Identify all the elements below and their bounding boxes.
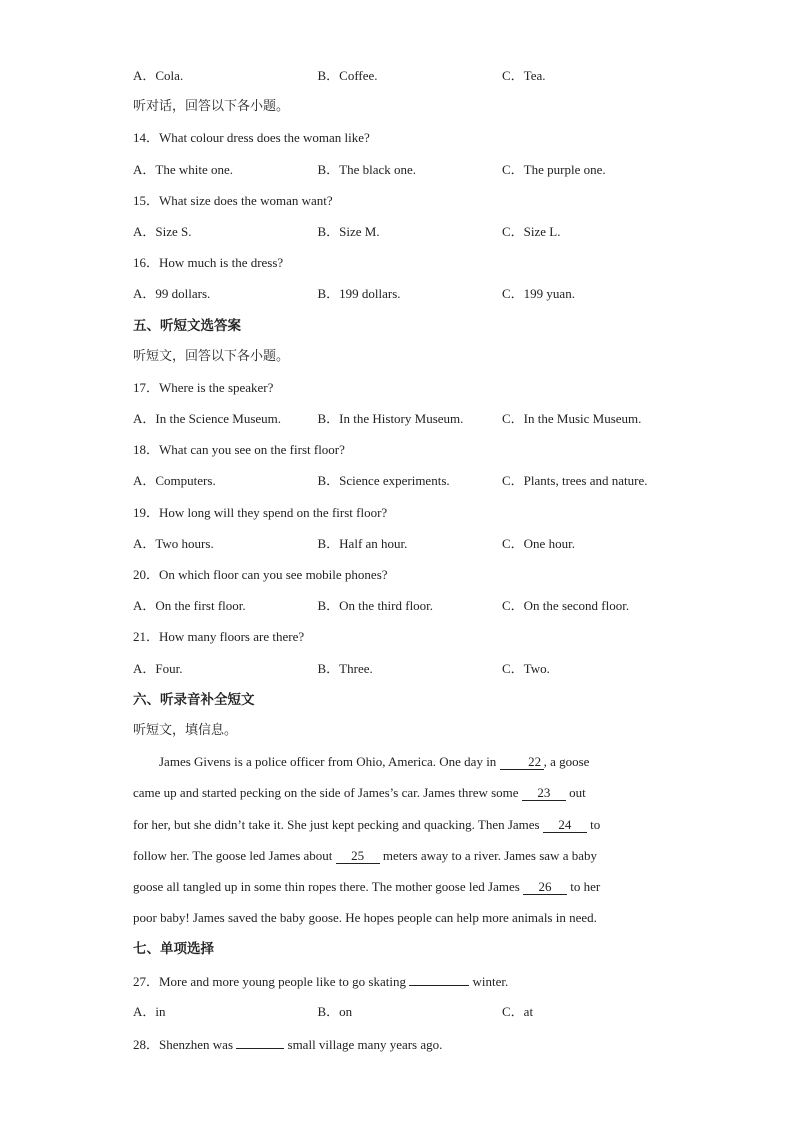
q20-option-b[interactable]: B．On the third floor. [317,598,434,614]
q28-stem-text: small village many years ago. [284,1036,443,1052]
q16-option-c[interactable]: C．199 yuan. [502,286,575,302]
q13-options [133,66,663,97]
q19-option-a[interactable]: A．Two hours. [133,535,214,551]
q18-option-c[interactable]: C．Plants, trees and nature. [502,473,648,489]
passage-text: came up and started pecking on the side of James’s car. James threw some [133,785,522,801]
passage-line-6: poor baby! James saved the baby goose. He hopes people can help more animals in need. [133,910,597,926]
q19-stem: 19．How long will they spend on the first floor? [133,504,388,520]
q17-option-b[interactable]: B．In the History Museum. [317,411,464,427]
section-6-heading: 六、听录音补全短文 [133,691,255,708]
q27-options [133,1002,663,1033]
q28-stem [133,1033,663,1064]
blank-22[interactable]: 22 [500,754,544,770]
q13-option-b[interactable]: B．Coffee. [317,68,378,83]
q27-stem-text: 27．More and more young people like to go skating [133,974,410,990]
q21-options [133,659,663,690]
q28-blank[interactable] [236,1033,284,1049]
q16-stem: 16．How much is the dress? [133,255,284,271]
q17-option-c[interactable]: C．In the Music Museum. [502,411,642,427]
blank-24[interactable]: 24 [543,817,587,833]
passage-text: to her [567,878,601,894]
q27-option-a[interactable]: A．in [133,1003,166,1019]
q18-option-a[interactable]: A．Computers. [133,473,216,489]
q14-options [133,160,663,191]
passage-line-5 [133,877,663,908]
q14-stem: 14．What colour dress does the woman like? [133,130,370,146]
q27-stem-text: winter. [469,974,509,990]
q27-option-c[interactable]: C．at [502,1003,534,1019]
q19-options [133,534,663,565]
q18-options [133,471,663,502]
q27-stem [133,970,663,1001]
q27-option-b[interactable]: B．on [317,1003,353,1019]
q17-option-a[interactable]: A．In the Science Museum. [133,411,282,427]
passage-text: out [565,785,586,801]
passage-line-2 [133,783,663,814]
q27-blank[interactable] [409,970,469,986]
q16-option-a[interactable]: A．99 dollars. [133,286,211,302]
q20-option-c[interactable]: C．On the second floor. [502,598,630,614]
q16-option-b[interactable]: B．199 dollars. [317,286,401,302]
q19-option-c[interactable]: C．One hour. [502,535,575,551]
q15-stem: 15．What size does the woman want? [133,192,333,208]
q18-option-b[interactable]: B．Science experiments. [317,473,450,489]
passage-line-1 [133,752,663,783]
q20-stem: 20．On which floor can you see mobile phones? [133,567,388,582]
blank-25[interactable]: 25 [336,848,380,864]
q20-option-a[interactable]: A．On the first floor. [133,598,246,614]
passage-line-3 [133,815,663,846]
q16-options [133,284,663,315]
section-5-heading: 五、听短文选答案 [133,317,241,334]
passage-text: goose all tangled up in some thin ropes there. The mother goose led James [133,878,524,894]
passage-text: , a goose [543,754,590,770]
q15-option-c[interactable]: C．Size L. [502,223,561,239]
passage-line-4 [133,846,663,877]
q21-stem: 21．How many floors are there? [133,629,305,645]
section-7-heading: 七、单项选择 [133,941,214,958]
q14-option-b[interactable]: B．The black one. [317,161,417,177]
q21-option-b[interactable]: B．Three. [317,660,373,676]
q15-option-a[interactable]: A．Size S. [133,223,192,239]
q21-option-a[interactable]: A．Four. [133,660,183,676]
q14-option-c[interactable]: C．The purple one. [502,161,606,177]
q17-stem: 17．Where is the speaker? [133,379,274,395]
passage-text: to [586,816,601,832]
q20-options [133,596,663,627]
exam-page [133,66,663,1064]
passage-text: for her, but she didn’t take it. She just kept pecking and quacking. Then James [133,816,543,832]
q14-option-a[interactable]: A．The white one. [133,161,234,177]
q15-options [133,222,663,253]
q19-option-b[interactable]: B．Half an hour. [317,535,408,551]
passage-text: follow her. The goose led James about [133,847,336,863]
section-5-instruction: 听短文，回答以下各小题。 [133,348,290,364]
section-6-instruction: 听短文，填信息。 [133,722,238,738]
q18-stem: 18．What can you see on the first floor? [133,442,345,458]
blank-26[interactable]: 26 [523,879,567,895]
dialog-instruction: 听对话，回答以下各小题。 [133,99,290,115]
q21-option-c[interactable]: C．Two. [502,660,550,676]
blank-23[interactable]: 23 [522,785,566,801]
passage-text: James Givens is a police officer from Ohio, America. One day in [159,754,500,770]
q28-stem-text: 28．Shenzhen was [133,1036,237,1052]
q15-option-b[interactable]: B．Size M. [317,223,380,239]
q17-options [133,409,663,440]
q13-option-c[interactable]: C．Tea. [502,68,546,83]
q13-option-a[interactable]: A．Cola. [133,68,184,83]
passage-text: meters away to a river. James saw a baby [379,847,597,863]
